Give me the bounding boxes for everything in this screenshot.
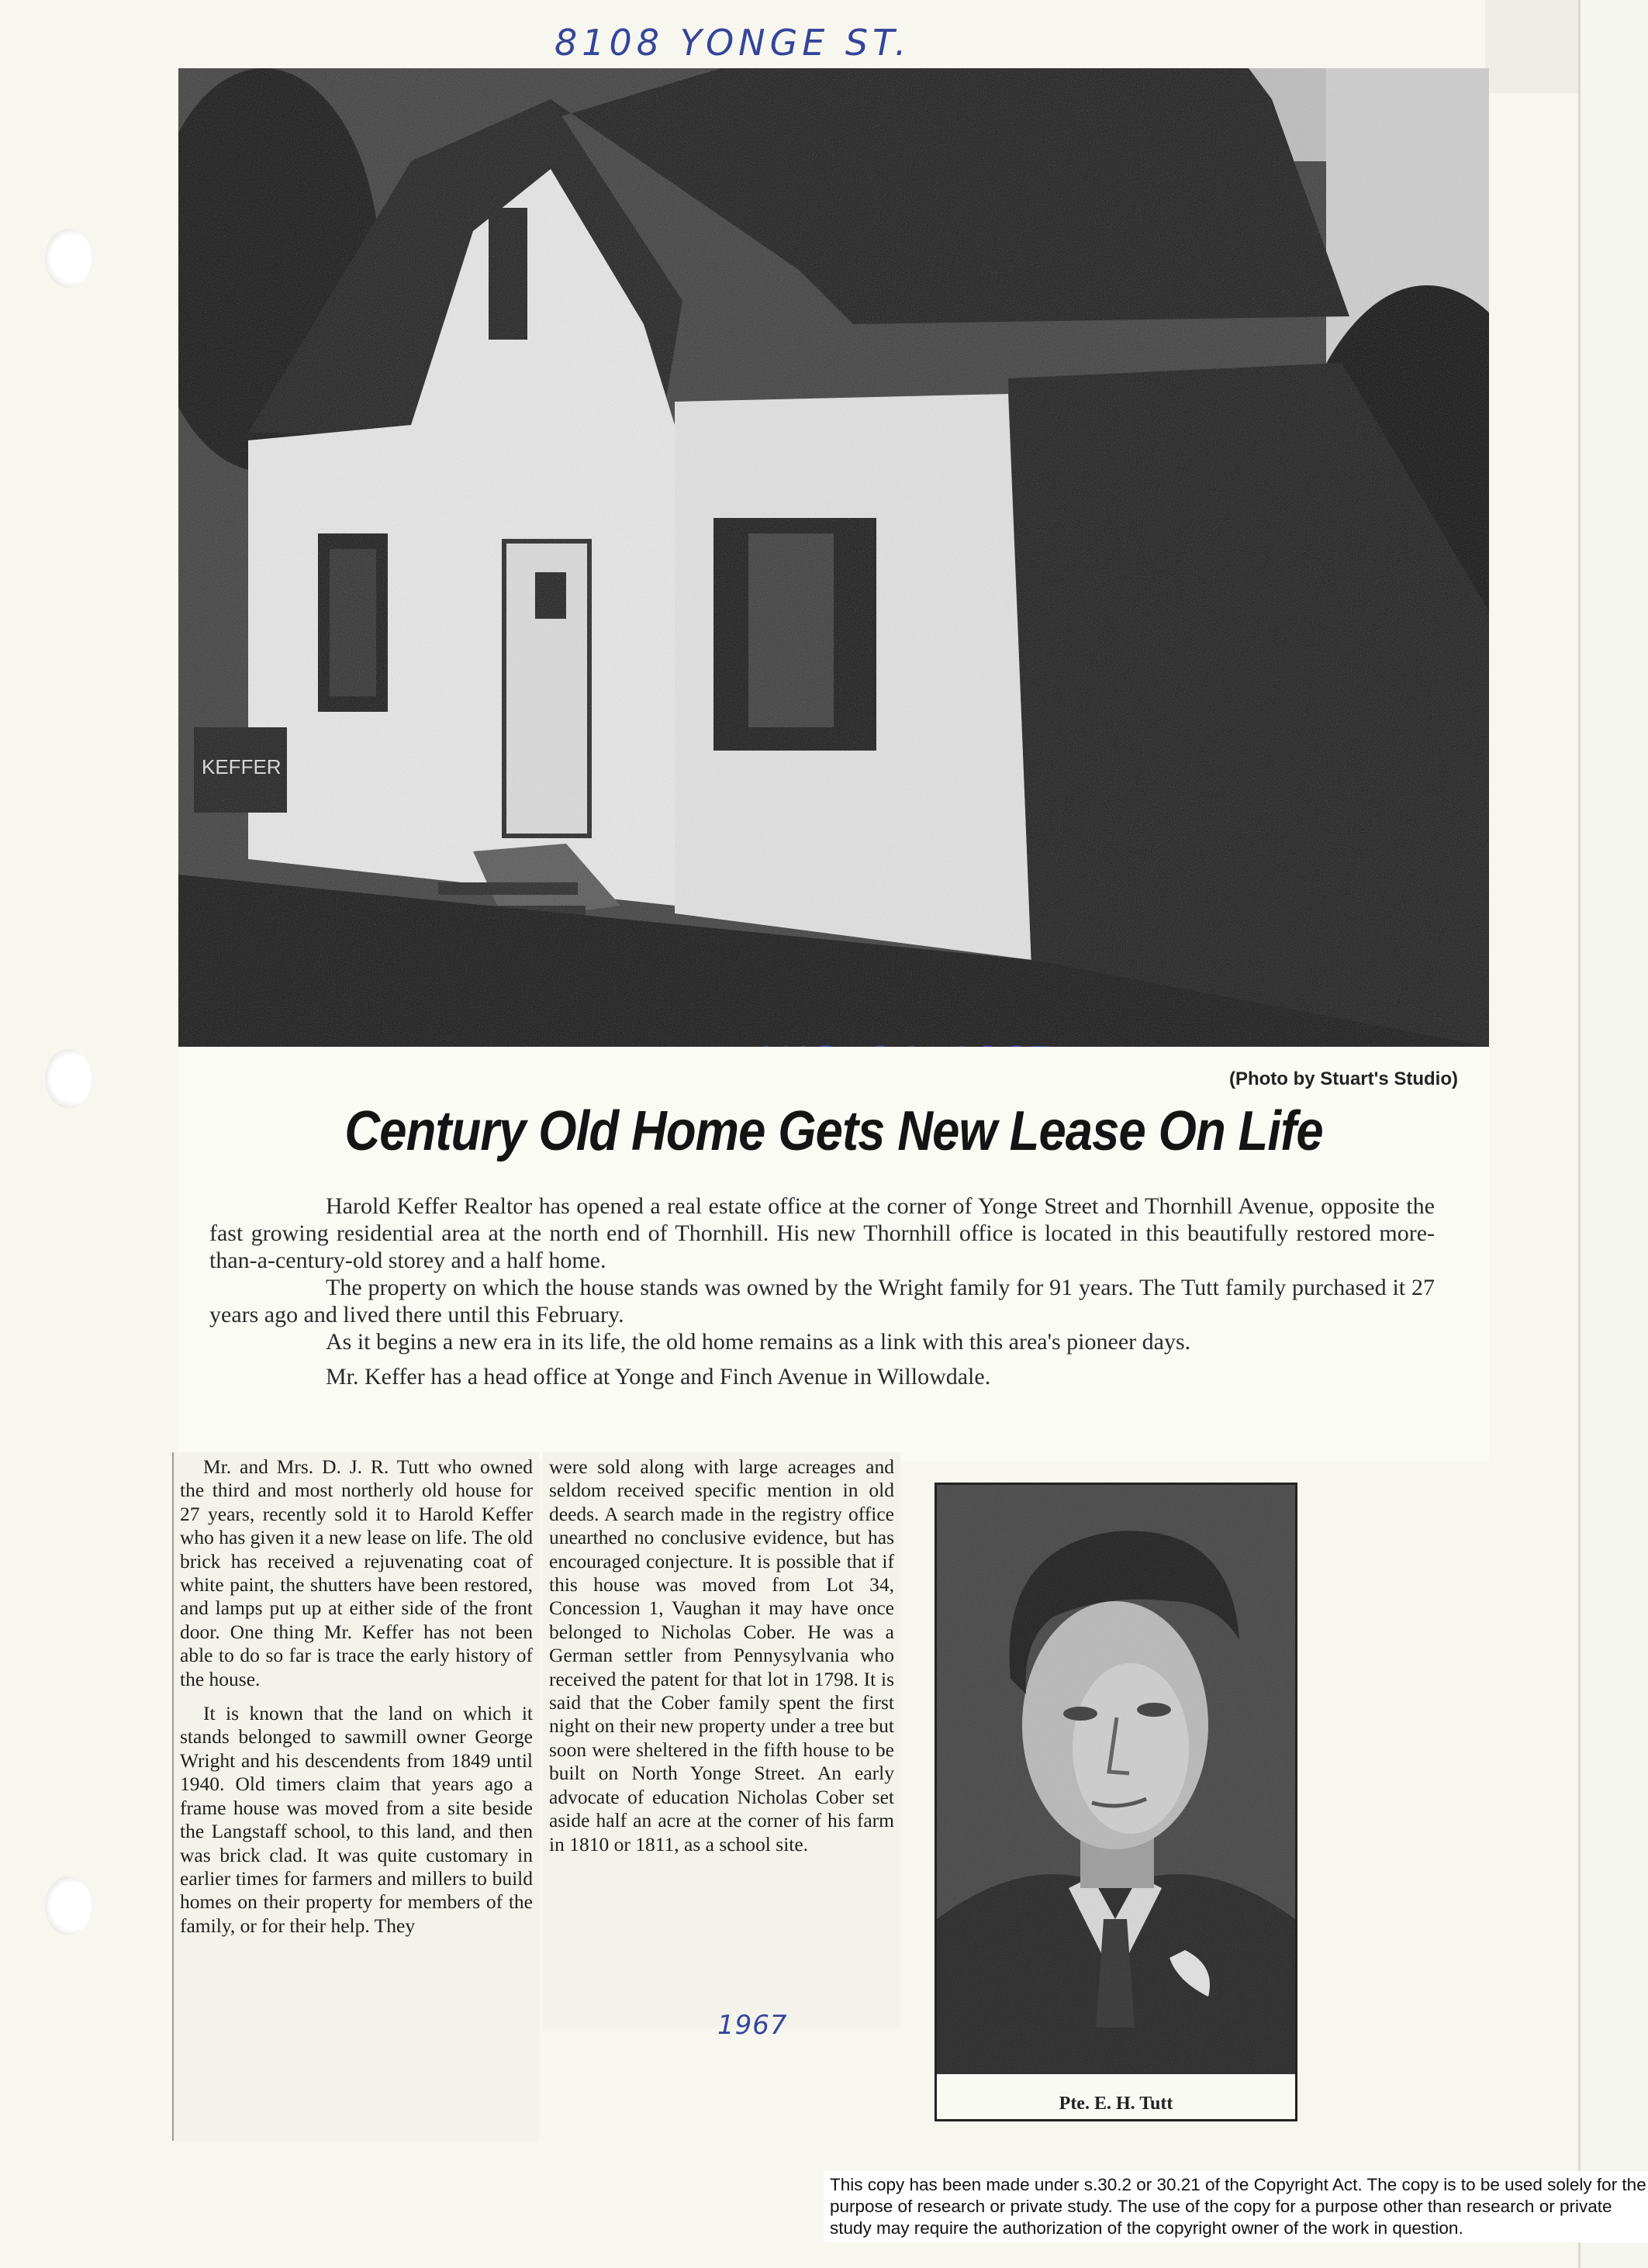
article-paragraph: were sold along with large acreages and seldom received specific mention in old deeds. A search made in the registry office unearthed no conclusive evidence, but has encouraged conjecture. It is possible that if this house was moved from Lot 34, Concession 1, Vaughan it may have once belonged to Nicholas Cober. He was a German settler from Pennysylvania who received the patent for that lot in 1798. It is said that the Cober family spent the first night on their new property under a tree but soon were sheltered in the fifth house to be built on North Yonge Street. An early advocate of education Nicholas Cober set aside half an acre at the corner of his farm in 1810 or 1811, as a school site. — [549, 1455, 894, 1855]
lead-text — [209, 1193, 1435, 1390]
headline: Century Old Home Gets New Lease On Life — [344, 1100, 1323, 1162]
punch-hole-bottom — [45, 1876, 92, 1935]
copyright-notice: This copy has been made under s.30.2 or 30.21 of the Copyright Act. The copy is to be used solely for the purpose of research or private study. The use of the copy for a purpose other than research or private study may require the authorization of the copyright owner of the work in question. — [824, 2171, 1648, 2242]
portrait-caption: Pte. E. H. Tutt — [1059, 2094, 1173, 2114]
photo-credit: (Photo by Stuart's Studio) — [1228, 1068, 1458, 1089]
article-paragraph: Mr. and Mrs. D. J. R. Tutt who owned the third and most northerly old house for 27 years, recently sold it to Harold Keffer who has given it a new lease on life. The old brick has received a rejuvenating coat of white paint, the shutters have been restored, and lamps put up at either side of the front door. One thing Mr. Keffer has not been able to do so far is trace the early history of the house. — [180, 1455, 533, 1690]
page-corner — [1485, 0, 1578, 93]
lead-paragraph: Mr. Keffer has a head office at Yonge and Finch Avenue in Willowdale. — [326, 1364, 991, 1389]
article-column-1 — [172, 1452, 539, 2141]
newspaper-clipping — [178, 1047, 1489, 1462]
handwritten-year: 1967 — [717, 2010, 788, 2041]
punch-hole-middle — [45, 1049, 92, 1108]
lead-paragraph: The property on which the house stands was owned by the Wright family for 91 years. The Tutt family purchased it 27 years ago and lived there until this February. — [209, 1275, 1435, 1327]
article-column-2 — [543, 1452, 900, 2028]
lead-paragraph: Harold Keffer Realtor has opened a real estate office at the corner of Yonge Street and Thornhill Avenue, opposite the fast growing residential area at the north end of Thornhill. His new Thornhill office is located in this beautifully restored more-than-a-century-old storey and a half home. — [209, 1193, 1435, 1273]
punch-hole-top — [45, 229, 92, 288]
house-photo — [178, 68, 1489, 1047]
handwritten-address: 8108 YONGE ST. — [555, 22, 911, 64]
portrait-photo — [935, 1483, 1297, 2121]
article-paragraph: It is known that the land on which it stands belonged to sawmill owner George Wright and his descendents from 1849 until 1940. Old timers claim that years ago a frame house was moved from a site beside the Langstaff school, to this land, and then was brick clad. It was quite customary in earlier times for farmers and millers to build homes on their property for members of the family, or for their help. They — [180, 1702, 533, 1937]
lead-paragraph: As it begins a new era in its life, the old home remains as a link with this area's pioneer days. — [326, 1329, 1191, 1355]
